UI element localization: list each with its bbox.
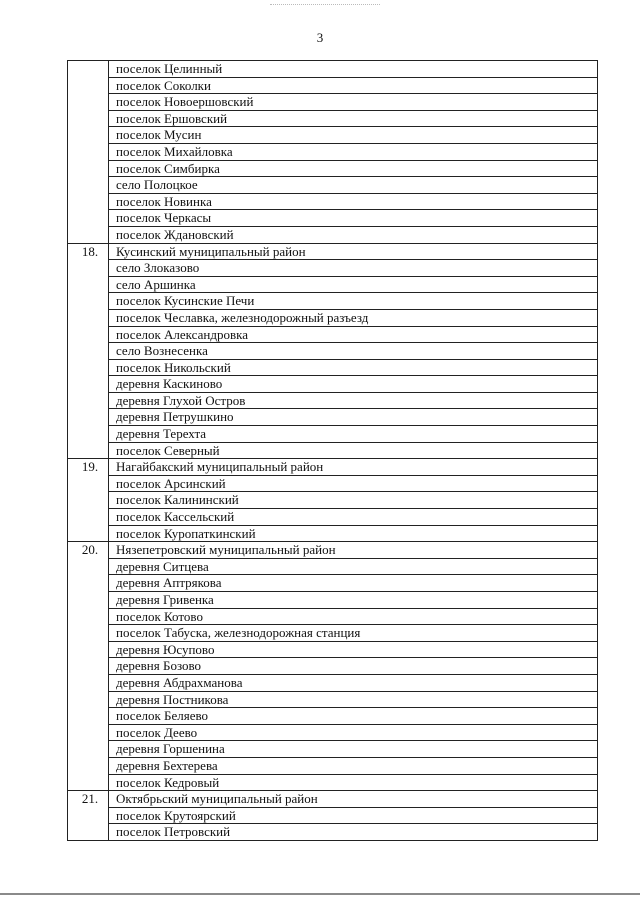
settlement-name: поселок Кедровый	[109, 774, 598, 791]
settlement-name: Октябрьский муниципальный район	[109, 791, 598, 808]
table-row	[68, 641, 598, 658]
table-row	[68, 343, 598, 360]
table-row	[68, 625, 598, 642]
table-row	[68, 691, 598, 708]
settlement-name: поселок Котово	[109, 608, 598, 625]
settlement-name: Кусинский муниципальный район	[109, 243, 598, 260]
table-body	[68, 61, 598, 841]
row-number-cell	[68, 459, 109, 542]
table-row-district	[68, 542, 598, 559]
table-row	[68, 409, 598, 426]
settlement-name: поселок Михайловка	[109, 143, 598, 160]
table-row	[68, 110, 598, 127]
settlement-name: поселок Симбирка	[109, 160, 598, 177]
table-row	[68, 392, 598, 409]
settlement-name: поселок Кассельский	[109, 509, 598, 526]
table-row	[68, 426, 598, 443]
settlement-name: поселок Деево	[109, 724, 598, 741]
settlement-name: село Злоказово	[109, 260, 598, 277]
row-number: 18.	[81, 243, 99, 259]
settlement-name: поселок Крутоярский	[109, 807, 598, 824]
settlement-name: Нязепетровский муниципальный район	[109, 542, 598, 559]
table-row	[68, 143, 598, 160]
settlement-name: деревня Каскиново	[109, 376, 598, 393]
table-row-district	[68, 459, 598, 476]
settlement-name: поселок Черкасы	[109, 210, 598, 227]
page-number: 3	[316, 30, 324, 45]
settlement-name: деревня Гривенка	[109, 592, 598, 609]
settlement-name: деревня Глухой Остров	[109, 392, 598, 409]
table-row	[68, 741, 598, 758]
settlement-name: поселок Соколки	[109, 77, 598, 94]
table-row	[68, 575, 598, 592]
table-row	[68, 509, 598, 526]
settlement-name: поселок Целинный	[109, 61, 598, 78]
table-row	[68, 61, 598, 78]
table-row-district	[68, 791, 598, 808]
settlement-name: поселок Северный	[109, 442, 598, 459]
settlement-name: деревня Юсупово	[109, 641, 598, 658]
table-row	[68, 658, 598, 675]
table-row	[68, 558, 598, 575]
table-row	[68, 708, 598, 725]
table-row	[68, 309, 598, 326]
settlement-name: село Аршинка	[109, 276, 598, 293]
settlement-name: поселок Новоершовский	[109, 94, 598, 111]
settlement-name: поселок Табуска, железнодорожная станция	[109, 625, 598, 642]
table-row	[68, 824, 598, 841]
settlement-name: поселок Ершовский	[109, 110, 598, 127]
settlement-name: деревня Ситцева	[109, 558, 598, 575]
settlement-name: поселок Беляево	[109, 708, 598, 725]
table-row	[68, 359, 598, 376]
table-row	[68, 757, 598, 774]
settlement-name: поселок Мусин	[109, 127, 598, 144]
settlement-name: деревня Терехта	[109, 426, 598, 443]
table-row	[68, 276, 598, 293]
row-number: 20.	[81, 542, 99, 558]
table-row	[68, 127, 598, 144]
settlement-name: поселок Калининский	[109, 492, 598, 509]
settlement-name: деревня Аптрякова	[109, 575, 598, 592]
table-row	[68, 94, 598, 111]
table-row	[68, 724, 598, 741]
row-number-cell	[68, 542, 109, 791]
settlement-name: село Полоцкое	[109, 177, 598, 194]
settlement-name: поселок Чеславка, железнодорожный разъезд	[109, 309, 598, 326]
settlements-table	[67, 60, 598, 841]
scan-artifact-bottom	[0, 893, 640, 895]
table-row-district	[68, 243, 598, 260]
table-row	[68, 592, 598, 609]
settlement-name: Нагайбакский муниципальный район	[109, 459, 598, 476]
settlement-name: деревня Абдрахманова	[109, 674, 598, 691]
table-row	[68, 226, 598, 243]
table-row	[68, 293, 598, 310]
settlement-name: поселок Арсинский	[109, 475, 598, 492]
table-row	[68, 674, 598, 691]
scan-artifact-top	[270, 4, 380, 6]
table-row	[68, 442, 598, 459]
settlement-name: поселок Никольский	[109, 359, 598, 376]
settlement-name: поселок Новинка	[109, 193, 598, 210]
table-row	[68, 376, 598, 393]
row-number-cell	[68, 61, 109, 244]
table-row	[68, 608, 598, 625]
row-number: 21.	[81, 791, 99, 807]
settlement-name: поселок Куропаткинский	[109, 525, 598, 542]
settlement-name: деревня Постникова	[109, 691, 598, 708]
table-row	[68, 160, 598, 177]
table-row	[68, 177, 598, 194]
settlement-name: поселок Ждановский	[109, 226, 598, 243]
settlement-name: деревня Бозово	[109, 658, 598, 675]
settlement-name: поселок Александровка	[109, 326, 598, 343]
table-row	[68, 326, 598, 343]
settlement-name: деревня Горшенина	[109, 741, 598, 758]
table-row	[68, 525, 598, 542]
table-row	[68, 475, 598, 492]
table-row	[68, 260, 598, 277]
table-row	[68, 193, 598, 210]
row-number: 19.	[81, 459, 99, 475]
row-number-cell	[68, 791, 109, 841]
settlement-name: деревня Петрушкино	[109, 409, 598, 426]
settlement-name: поселок Кусинские Печи	[109, 293, 598, 310]
settlement-name: село Вознесенка	[109, 343, 598, 360]
table-row	[68, 210, 598, 227]
table-row	[68, 807, 598, 824]
table-row	[68, 77, 598, 94]
row-number-cell	[68, 243, 109, 459]
table-row	[68, 774, 598, 791]
settlement-name: деревня Бехтерева	[109, 757, 598, 774]
table-row	[68, 492, 598, 509]
settlement-name: поселок Петровский	[109, 824, 598, 841]
